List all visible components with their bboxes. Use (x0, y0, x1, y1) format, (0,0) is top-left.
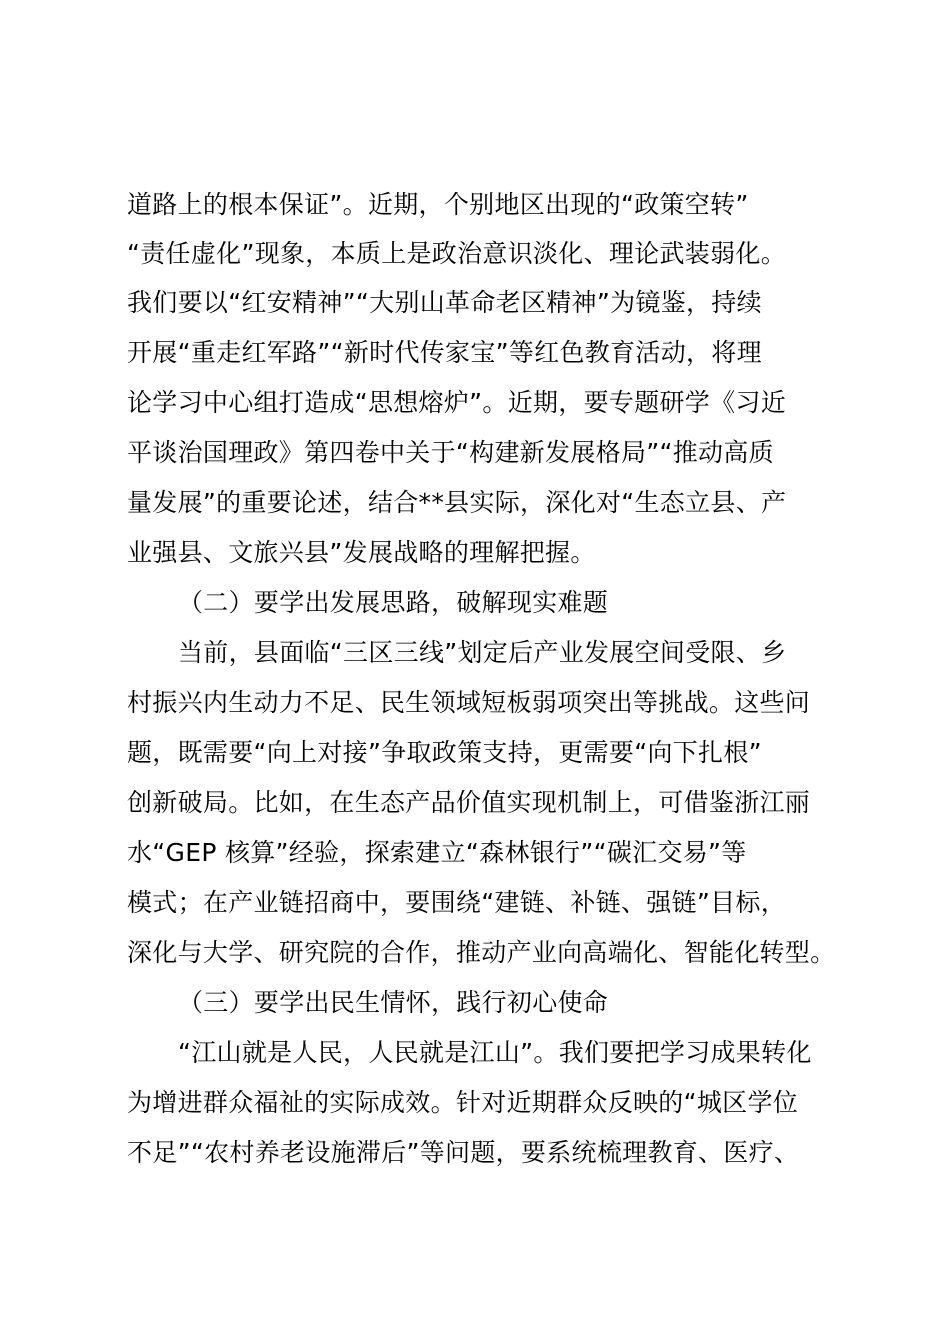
text-line-20: 不足”“农村养老设施滞后”等问题，要系统梳理教育、医疗、 (127, 1138, 800, 1167)
text-line-5: 论学习中心组打造成“思想熔炉”。近期，要专题研学《习近 (127, 388, 787, 417)
text-line-6: 平谈治国理政》第四卷中关于“构建新发展格局”“推动高质 (127, 438, 774, 467)
text-line-15: 模式；在产业链招商中，要围绕“建链、补链、强链”目标， (127, 888, 787, 917)
text-line-8: 业强县、文旅兴县”发展战略的理解把握。 (127, 538, 596, 567)
text-line-4: 开展“重走红军路”“新时代传家宝”等红色教育活动，将理 (127, 338, 762, 367)
text-line-18: “江山就是人民，人民就是江山”。我们要把学习成果转化 (178, 1038, 812, 1067)
text-line-3: 我们要以“红安精神”“大别山革命老区精神”为镜鉴，持续 (127, 288, 762, 317)
section-heading-2: （二）要学出发展思路，破解现实难题 (178, 588, 609, 617)
text-line-16: 深化与大学、研究院的合作，推动产业向高端化、智能化转型。 (127, 938, 836, 967)
text-line-10: 当前，县面临“三区三线”划定后产业发展空间受限、乡 (178, 638, 787, 667)
text-line-1: 道路上的根本保证”。近期，个别地区出现的“政策空转” (127, 190, 749, 219)
text-line-12: 题，既需要“向上对接”争取政策支持，更需要“向下扎根” (127, 738, 762, 767)
text-line-14: 水“GEP 核算”经验，探索建立“森林银行”“碳汇交易”等 (127, 838, 747, 867)
text-line-11: 村振兴内生动力不足、民生领域短板弱项突出等挑战。这些问 (127, 688, 811, 717)
text-line-2: “责任虚化”现象，本质上是政治意识淡化、理论武装弱化。 (127, 239, 787, 268)
section-heading-3: （三）要学出民生情怀，践行初心使命 (178, 988, 609, 1017)
text-line-7: 量发展”的重要论述，结合**县实际，深化对“生态立县、产 (127, 488, 787, 517)
text-line-13: 创新破局。比如，在生态产品价值实现机制上，可借鉴浙江丽 (127, 788, 811, 817)
text-line-19: 为增进群众福祉的实际成效。针对近期群众反映的“城区学位 (127, 1088, 799, 1117)
